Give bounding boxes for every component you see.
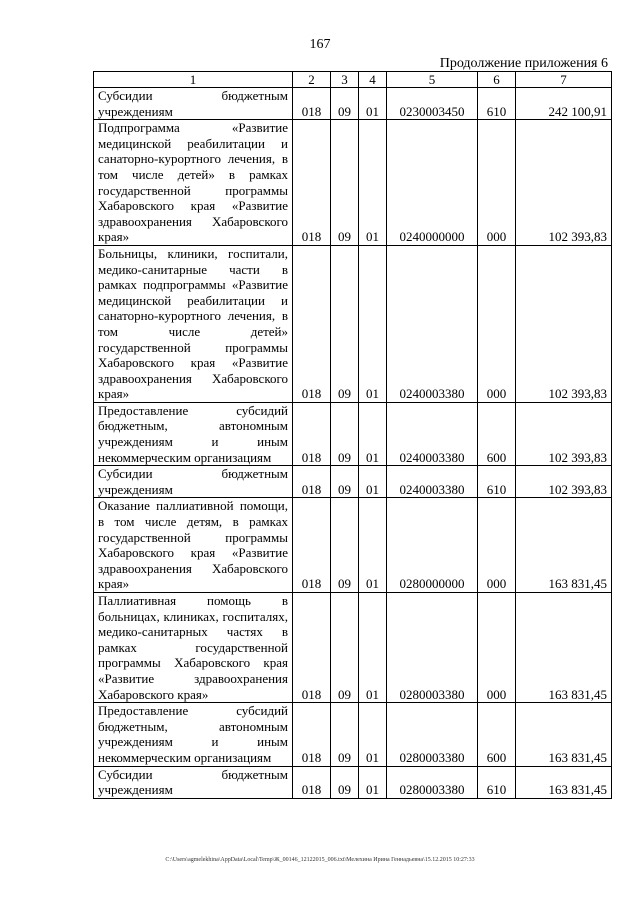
row-code-2: 018 bbox=[293, 466, 331, 498]
header-col-4: 4 bbox=[359, 72, 387, 88]
table-header-row bbox=[94, 72, 612, 88]
row-code-6: 000 bbox=[478, 120, 516, 246]
table-row bbox=[94, 402, 612, 465]
row-amount: 163 831,45 bbox=[516, 766, 612, 798]
row-code-5: 0240003380 bbox=[387, 466, 478, 498]
table-row bbox=[94, 88, 612, 120]
row-code-5: 0230003450 bbox=[387, 88, 478, 120]
row-code-4: 01 bbox=[359, 703, 387, 766]
row-code-3: 09 bbox=[331, 120, 359, 246]
row-code-3: 09 bbox=[331, 88, 359, 120]
footer-file-path: C:\Users\agmelekhina\AppData\Local\Temp\Ж_00146_12122015_006.txt\Мелехина Ирина Геннадьевна\15.12.2015 10:27:33 bbox=[165, 857, 475, 863]
row-code-2: 018 bbox=[293, 703, 331, 766]
row-code-5: 0280003380 bbox=[387, 593, 478, 703]
row-code-6: 600 bbox=[478, 703, 516, 766]
row-code-5: 0240003380 bbox=[387, 402, 478, 465]
row-name: Подпрограмма «Развитие медицинской реабилитации и санаторно-курортного лечения, в том числе детей» в рамках государственной программы Хабаровского края «Развитие здравоохранения Хабаровского края» bbox=[94, 120, 293, 246]
row-amount: 102 393,83 bbox=[516, 466, 612, 498]
row-code-6: 000 bbox=[478, 593, 516, 703]
row-name: Паллиативная помощь в больницах, клиниках, госпиталях, медико-санитарных частях в рамках государственной программы Хабаровского края «Развитие здравоохранения Хабаровского края» bbox=[94, 593, 293, 703]
header-col-3: 3 bbox=[331, 72, 359, 88]
header-col-5: 5 bbox=[387, 72, 478, 88]
row-code-2: 018 bbox=[293, 402, 331, 465]
row-code-4: 01 bbox=[359, 402, 387, 465]
row-code-3: 09 bbox=[331, 402, 359, 465]
row-code-3: 09 bbox=[331, 498, 359, 593]
row-code-3: 09 bbox=[331, 466, 359, 498]
row-code-6: 000 bbox=[478, 245, 516, 402]
row-code-4: 01 bbox=[359, 498, 387, 593]
table-row bbox=[94, 766, 612, 798]
row-code-2: 018 bbox=[293, 245, 331, 402]
row-code-4: 01 bbox=[359, 766, 387, 798]
row-amount: 102 393,83 bbox=[516, 245, 612, 402]
row-code-4: 01 bbox=[359, 466, 387, 498]
row-name: Предоставление субсидий бюджетным, автономным учреждениям и иным некоммерческим организациям bbox=[94, 402, 293, 465]
row-code-6: 610 bbox=[478, 466, 516, 498]
table-row bbox=[94, 498, 612, 593]
row-amount: 102 393,83 bbox=[516, 402, 612, 465]
table-row bbox=[94, 466, 612, 498]
row-code-3: 09 bbox=[331, 245, 359, 402]
table-row bbox=[94, 593, 612, 703]
budget-table bbox=[93, 71, 612, 799]
row-code-4: 01 bbox=[359, 593, 387, 703]
continuation-label: Продолжение приложения 6 bbox=[439, 56, 608, 71]
header-col-1: 1 bbox=[94, 72, 293, 88]
table-row bbox=[94, 120, 612, 246]
row-code-6: 000 bbox=[478, 498, 516, 593]
row-amount: 163 831,45 bbox=[516, 703, 612, 766]
row-code-6: 600 bbox=[478, 402, 516, 465]
row-name: Больницы, клиники, госпитали, медико-санитарные части в рамках подпрограммы «Развитие медицинской реабилитации и санаторно-курортного лечения, в том числе детей» государственной программы Хабаровского края «Развитие здравоохранения Хабаровского края» bbox=[94, 245, 293, 402]
row-code-2: 018 bbox=[293, 120, 331, 246]
row-amount: 102 393,83 bbox=[516, 120, 612, 246]
row-code-6: 610 bbox=[478, 88, 516, 120]
row-code-2: 018 bbox=[293, 498, 331, 593]
row-code-5: 0280003380 bbox=[387, 703, 478, 766]
row-code-5: 0240003380 bbox=[387, 245, 478, 402]
row-code-4: 01 bbox=[359, 120, 387, 246]
row-amount: 242 100,91 bbox=[516, 88, 612, 120]
row-name: Субсидии бюджетным учреждениям bbox=[94, 466, 293, 498]
row-code-5: 0280000000 bbox=[387, 498, 478, 593]
header-col-2: 2 bbox=[293, 72, 331, 88]
table-row bbox=[94, 703, 612, 766]
row-code-2: 018 bbox=[293, 88, 331, 120]
row-name: Субсидии бюджетным учреждениям bbox=[94, 88, 293, 120]
header-col-6: 6 bbox=[478, 72, 516, 88]
row-code-3: 09 bbox=[331, 703, 359, 766]
row-code-6: 610 bbox=[478, 766, 516, 798]
row-name: Предоставление субсидий бюджетным, автономным учреждениям и иным некоммерческим организациям bbox=[94, 703, 293, 766]
row-code-5: 0240000000 bbox=[387, 120, 478, 246]
row-code-5: 0280003380 bbox=[387, 766, 478, 798]
table-row bbox=[94, 245, 612, 402]
row-amount: 163 831,45 bbox=[516, 498, 612, 593]
row-name: Оказание паллиативной помощи, в том числе детям, в рамках государственной программы Хабаровского края «Развитие здравоохранения Хабаровского края» bbox=[94, 498, 293, 593]
row-code-3: 09 bbox=[331, 766, 359, 798]
row-code-3: 09 bbox=[331, 593, 359, 703]
row-name: Субсидии бюджетным учреждениям bbox=[94, 766, 293, 798]
header-col-7: 7 bbox=[516, 72, 612, 88]
page-number: 167 bbox=[309, 37, 331, 52]
row-code-2: 018 bbox=[293, 593, 331, 703]
row-amount: 163 831,45 bbox=[516, 593, 612, 703]
row-code-2: 018 bbox=[293, 766, 331, 798]
row-code-4: 01 bbox=[359, 88, 387, 120]
row-code-4: 01 bbox=[359, 245, 387, 402]
